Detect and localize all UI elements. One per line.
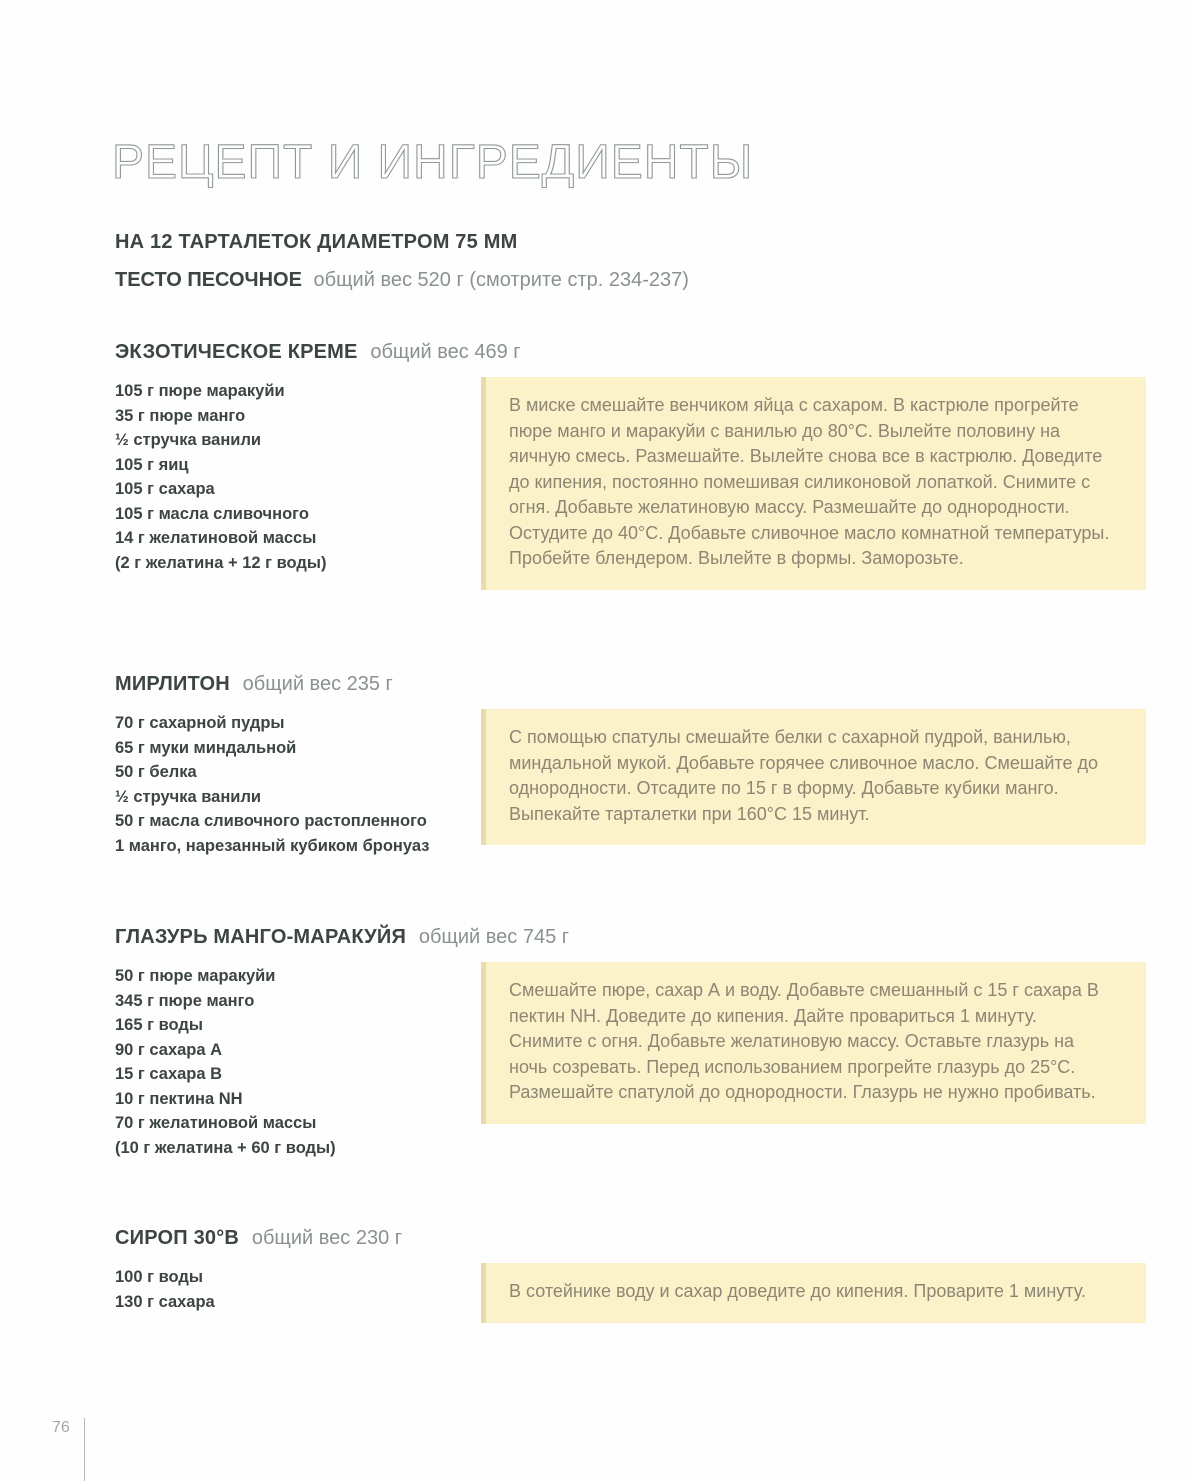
base-dough-page-reference: (смотрите стр. 234-237): [469, 269, 689, 291]
section-mango-passionfruit-glaze: [115, 926, 1148, 1160]
ingredient-line: 10 г пектина NH: [115, 1089, 243, 1108]
ingredient-list: [115, 379, 481, 575]
section-heading: [115, 926, 1148, 949]
section-name: ГЛАЗУРЬ МАНГО-МАРАКУЙЯ: [115, 926, 407, 948]
instruction-text: Смешайте пюре, сахар А и воду. Добавьте смешанный с 15 г сахара В пектин NH. Доведите до кипения. Дайте провариться 1 минуту. Снимите с огня. Добавьте желатиновую массу. Оставьте глазурь на ночь созревать. Перед использованием прогрейте глазурь до 25°С. Размешайте спатулой до однородности. Глазурь не нужно пробивать.: [509, 980, 1099, 1102]
instruction-box: [481, 1263, 1146, 1323]
instruction-box: [481, 377, 1146, 590]
instruction-text: В сотейнике воду и сахар доведите до кипения. Проварите 1 минуту.: [509, 1281, 1086, 1301]
section-heading: [115, 1227, 1148, 1250]
ingredient-line: 14 г желатиновой массы: [115, 529, 317, 547]
ingredient-list: [115, 964, 481, 1160]
section-weight: общий вес 745 г: [418, 926, 570, 948]
section-mirliton: [115, 673, 1148, 858]
instruction-text: С помощью спатулы смешайте белки с сахарной пудрой, ванилью, миндальной мукой. Добавьте горячее сливочное масло. Смешайте до однородности. Отсадите по 15 г в форму. Добавьте кубики манго. Выпекайте тарталетки при 160°С 15 минут.: [509, 727, 1098, 824]
section-weight: общий вес 469 г: [370, 341, 521, 363]
ingredient-line: 90 г сахара А: [115, 1040, 223, 1059]
ingredient-line: 100 г воды: [115, 1268, 203, 1286]
section-name: ЭКЗОТИЧЕСКОЕ КРЕМЕ: [115, 341, 358, 363]
yield-line: НА 12 ТАРТАЛЕТОК ДИАМЕТРОМ 75 ММ: [115, 231, 518, 253]
page-title: РЕЦЕПТ И ИНГРЕДИЕНТЫ: [112, 136, 754, 190]
section-weight: общий вес 230 г: [251, 1227, 403, 1249]
section-name: МИРЛИТОН: [115, 673, 230, 695]
section-heading: [115, 673, 1148, 696]
ingredient-line: 50 г пюре маракуйи: [115, 967, 276, 985]
ingredient-line: (10 г желатина + 60 г воды): [115, 1138, 336, 1157]
ingredient-line: 50 г масла сливочного растопленного: [115, 812, 427, 830]
ingredient-line: 35 г пюре манго: [115, 406, 246, 425]
base-dough-name: ТЕСТО ПЕСОЧНОЕ: [115, 269, 302, 291]
ingredient-line: 1 манго, нарезанный кубиком бронуаз: [115, 836, 430, 855]
instruction-box: [481, 709, 1146, 845]
ingredient-line: 50 г белка: [115, 763, 197, 781]
ingredient-line: 345 г пюре манго: [115, 991, 255, 1010]
ingredient-line: ½ стручка ванили: [115, 787, 262, 806]
ingredient-line: 105 г яиц: [115, 455, 189, 474]
section-exotic-creme: [115, 341, 1148, 590]
section-body: [115, 379, 1148, 590]
ingredient-line: (2 г желатина + 12 г воды): [115, 553, 327, 572]
ingredient-line: 165 г воды: [115, 1016, 203, 1034]
instruction-text: В миске смешайте венчиком яйца с сахаром. В кастрюле прогрейте пюре манго и маракуйи с ванилью до 80°С. Вылейте половину на яичную смесь. Размешайте. Вылейте снова все в кастрюлю. Доведите до кипения, постоянно помешивая силиконовой лопаткой. Снимите с огня. Добавьте желатиновую массу. Размешайте до однородности. Остудите до 40°С. Добавьте сливочное масло комнатной температуры. Пробейте блендером. Вылейте в формы. Заморозьте.: [509, 395, 1110, 568]
ingredient-line: 70 г желатиновой массы: [115, 1114, 317, 1132]
page-number: 76: [52, 1419, 70, 1436]
ingredient-line: 105 г пюре маракуйи: [115, 382, 285, 400]
section-body: [115, 964, 1148, 1160]
ingredient-line: 70 г сахарной пудры: [115, 714, 285, 732]
ingredient-list: [115, 711, 481, 858]
base-dough-weight: общий вес 520 г: [313, 269, 464, 291]
ingredient-line: 105 г масла сливочного: [115, 504, 309, 523]
section-body: [115, 711, 1148, 858]
instruction-box: [481, 962, 1146, 1124]
base-dough-line: [115, 269, 689, 292]
section-name: СИРОП 30°B: [115, 1227, 240, 1249]
footer-divider: [84, 1418, 85, 1481]
section-weight: общий вес 235 г: [242, 673, 393, 695]
section-body: [115, 1265, 1148, 1323]
ingredient-list: [115, 1265, 481, 1314]
ingredient-line: 105 г сахара: [115, 480, 215, 498]
section-syrup-30b: [115, 1227, 1148, 1323]
ingredient-line: 65 г муки миндальной: [115, 738, 297, 757]
ingredient-line: 130 г сахара: [115, 1292, 215, 1311]
ingredient-line: ½ стручка ванили: [115, 431, 262, 449]
ingredient-line: 15 г сахара В: [115, 1065, 223, 1083]
section-heading: [115, 341, 1148, 364]
